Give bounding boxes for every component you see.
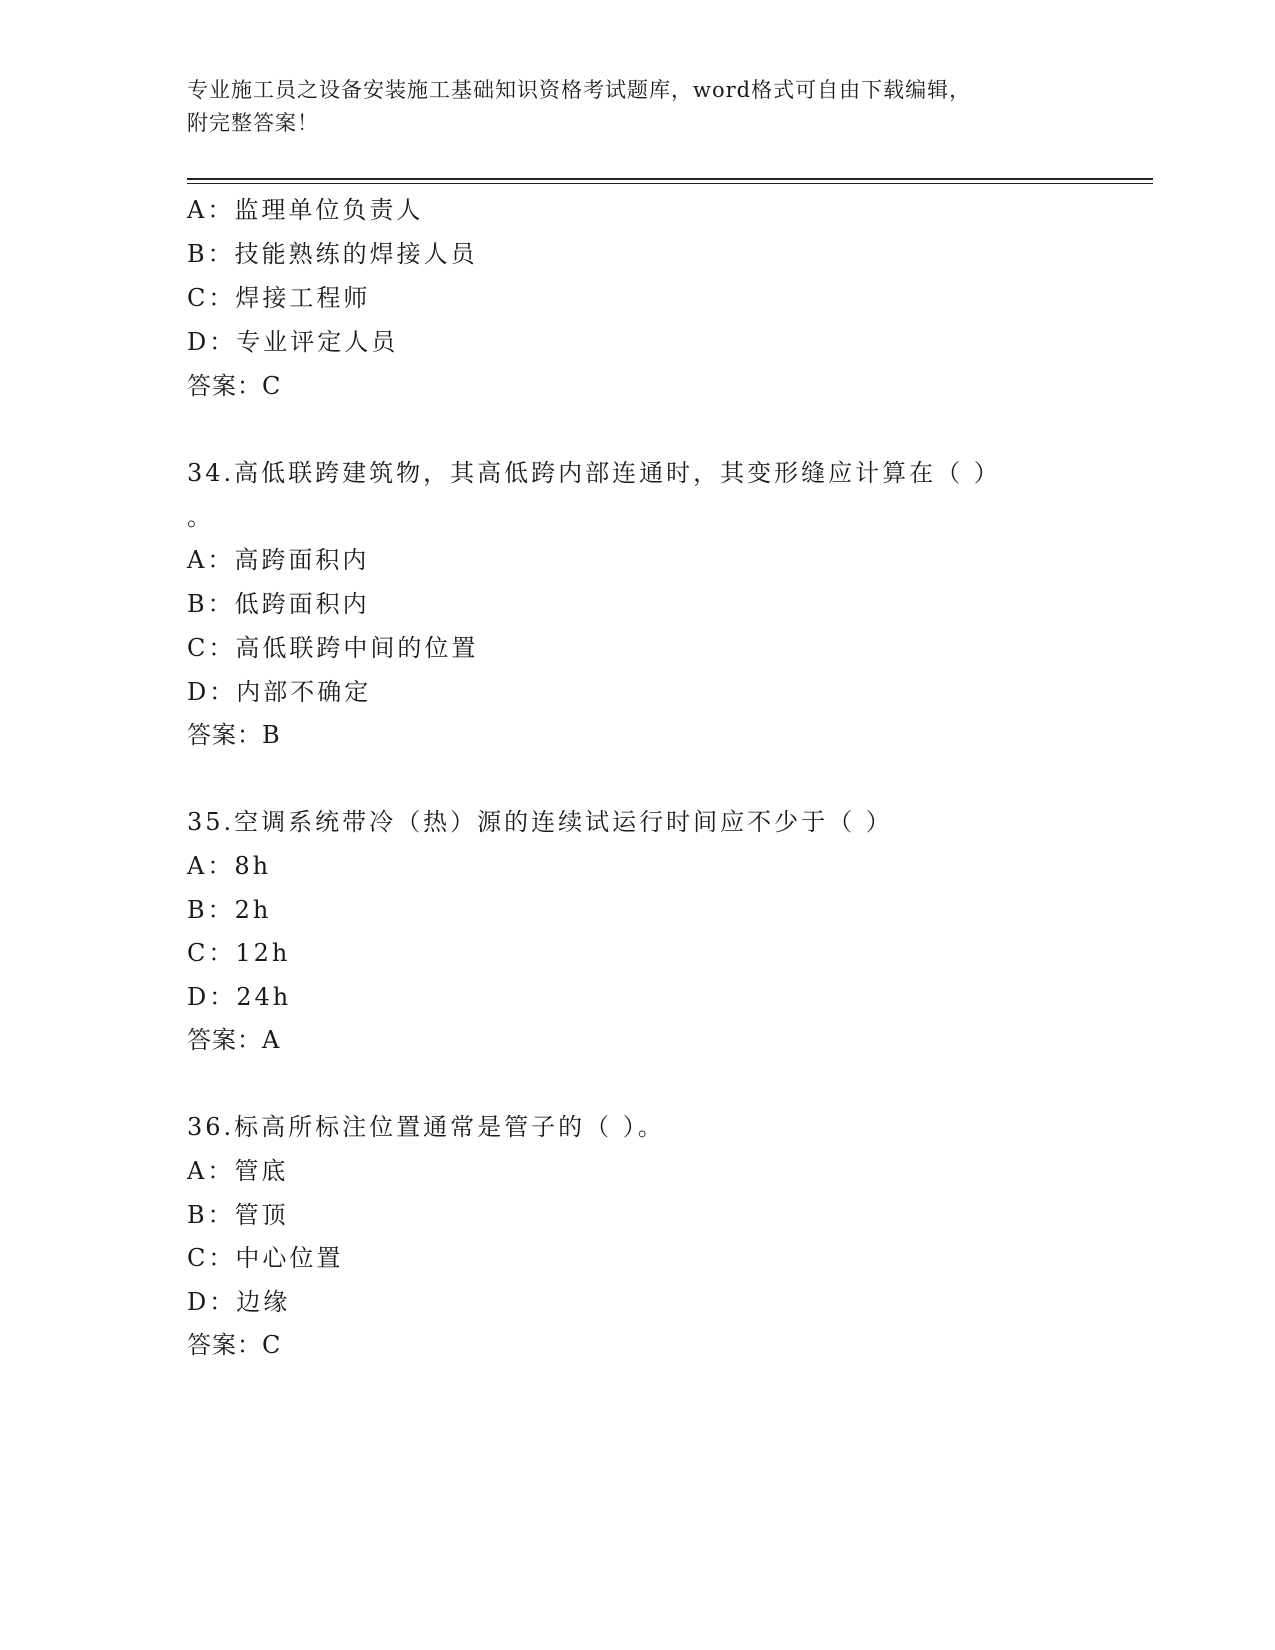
header-line-2: 附完整答案！ (187, 111, 319, 135)
q36-option-a: A：管底 (187, 1157, 289, 1185)
q34-option-a: A：高跨面积内 (187, 546, 370, 574)
header-divider-thin (187, 183, 1153, 184)
header-divider-thick (187, 178, 1153, 180)
q35-option-b: B：2h (187, 896, 272, 924)
q34-option-b: B：低跨面积内 (187, 590, 370, 618)
q34-option-c: C：高低联跨中间的位置 (187, 634, 479, 662)
q34-option-d: D：内部不确定 (187, 678, 372, 706)
q36-answer: 答案：C (187, 1331, 282, 1359)
q33-option-b: B：技能熟练的焊接人员 (187, 240, 478, 268)
header-line-1: 专业施工员之设备安装施工基础知识资格考试题库，word格式可自由下载编辑， (187, 78, 972, 102)
q34-stem-continued: 。 (187, 503, 214, 531)
q36-option-b: B：管顶 (187, 1201, 289, 1229)
q33-option-a: A：监理单位负责人 (187, 196, 424, 224)
q33-answer: 答案：C (187, 372, 282, 400)
q33-option-c: C：焊接工程师 (187, 284, 371, 312)
q35-answer: 答案：A (187, 1026, 281, 1054)
q35-option-c: C：12h (187, 939, 291, 967)
q34-answer: 答案：B (187, 721, 281, 749)
q35-stem: 35.空调系统带冷（热）源的连续试运行时间应不少于（ ） (187, 808, 893, 836)
q34-stem: 34.高低联跨建筑物，其高低跨内部连通时，其变形缝应计算在（ ） (187, 459, 1001, 487)
q36-option-c: C：中心位置 (187, 1244, 344, 1272)
q36-option-d: D：边缘 (187, 1288, 291, 1316)
document-header (187, 74, 1087, 140)
q33-option-d: D：专业评定人员 (187, 328, 399, 356)
q35-option-d: D：24h (187, 983, 292, 1011)
q35-option-a: A：8h (187, 852, 272, 880)
q36-stem: 36.标高所标注位置通常是管子的（ ）。 (187, 1113, 665, 1141)
